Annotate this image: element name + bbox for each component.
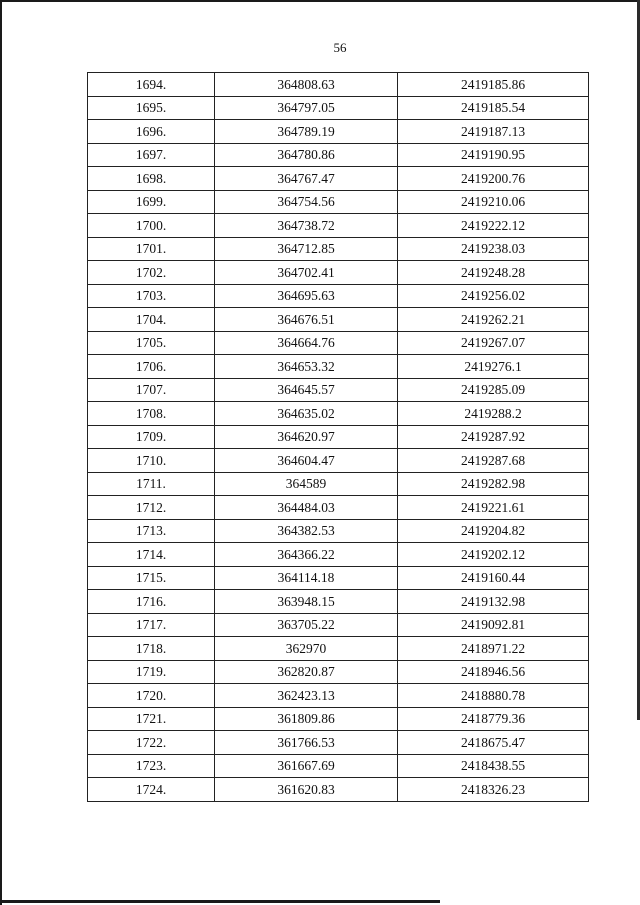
table-row xyxy=(88,496,589,520)
x-coordinate-cell: 364797.05 xyxy=(215,96,398,120)
x-coordinate-cell: 364484.03 xyxy=(215,496,398,520)
table-row xyxy=(88,590,589,614)
table-row xyxy=(88,308,589,332)
point-index-cell: 1695. xyxy=(88,96,215,120)
y-coordinate-cell: 2418946.56 xyxy=(398,660,589,684)
y-coordinate-cell: 2419282.98 xyxy=(398,472,589,496)
table-row xyxy=(88,96,589,120)
table-row xyxy=(88,331,589,355)
point-index-cell: 1700. xyxy=(88,214,215,238)
y-coordinate-cell: 2419221.61 xyxy=(398,496,589,520)
table-row xyxy=(88,566,589,590)
point-index-cell: 1698. xyxy=(88,167,215,191)
point-index-cell: 1722. xyxy=(88,731,215,755)
y-coordinate-cell: 2419238.03 xyxy=(398,237,589,261)
table-row xyxy=(88,402,589,426)
y-coordinate-cell: 2419160.44 xyxy=(398,566,589,590)
point-index-cell: 1696. xyxy=(88,120,215,144)
x-coordinate-cell: 364366.22 xyxy=(215,543,398,567)
point-index-cell: 1710. xyxy=(88,449,215,473)
coordinates-table xyxy=(87,72,589,802)
point-index-cell: 1714. xyxy=(88,543,215,567)
table-row xyxy=(88,425,589,449)
y-coordinate-cell: 2419287.92 xyxy=(398,425,589,449)
x-coordinate-cell: 363705.22 xyxy=(215,613,398,637)
table-row xyxy=(88,754,589,778)
table-row xyxy=(88,237,589,261)
point-index-cell: 1697. xyxy=(88,143,215,167)
y-coordinate-cell: 2419132.98 xyxy=(398,590,589,614)
table-row xyxy=(88,519,589,543)
table-row xyxy=(88,449,589,473)
point-index-cell: 1720. xyxy=(88,684,215,708)
x-coordinate-cell: 364589 xyxy=(215,472,398,496)
x-coordinate-cell: 361667.69 xyxy=(215,754,398,778)
y-coordinate-cell: 2419210.06 xyxy=(398,190,589,214)
point-index-cell: 1724. xyxy=(88,778,215,802)
y-coordinate-cell: 2419288.2 xyxy=(398,402,589,426)
point-index-cell: 1704. xyxy=(88,308,215,332)
x-coordinate-cell: 364754.56 xyxy=(215,190,398,214)
y-coordinate-cell: 2419256.02 xyxy=(398,284,589,308)
y-coordinate-cell: 2418880.78 xyxy=(398,684,589,708)
table-row xyxy=(88,261,589,285)
x-coordinate-cell: 362423.13 xyxy=(215,684,398,708)
point-index-cell: 1702. xyxy=(88,261,215,285)
point-index-cell: 1719. xyxy=(88,660,215,684)
y-coordinate-cell: 2419267.07 xyxy=(398,331,589,355)
y-coordinate-cell: 2419262.21 xyxy=(398,308,589,332)
x-coordinate-cell: 364789.19 xyxy=(215,120,398,144)
y-coordinate-cell: 2419190.95 xyxy=(398,143,589,167)
x-coordinate-cell: 363948.15 xyxy=(215,590,398,614)
y-coordinate-cell: 2419202.12 xyxy=(398,543,589,567)
table-row xyxy=(88,707,589,731)
x-coordinate-cell: 364664.76 xyxy=(215,331,398,355)
y-coordinate-cell: 2419185.86 xyxy=(398,73,589,97)
x-coordinate-cell: 361766.53 xyxy=(215,731,398,755)
x-coordinate-cell: 361809.86 xyxy=(215,707,398,731)
point-index-cell: 1713. xyxy=(88,519,215,543)
point-index-cell: 1701. xyxy=(88,237,215,261)
y-coordinate-cell: 2419222.12 xyxy=(398,214,589,238)
point-index-cell: 1709. xyxy=(88,425,215,449)
table-row xyxy=(88,613,589,637)
x-coordinate-cell: 364645.57 xyxy=(215,378,398,402)
page-number: 56 xyxy=(333,40,347,55)
x-coordinate-cell: 364620.97 xyxy=(215,425,398,449)
x-coordinate-cell: 364712.85 xyxy=(215,237,398,261)
x-coordinate-cell: 361620.83 xyxy=(215,778,398,802)
y-coordinate-cell: 2418326.23 xyxy=(398,778,589,802)
table-row xyxy=(88,120,589,144)
point-index-cell: 1705. xyxy=(88,331,215,355)
table-row xyxy=(88,214,589,238)
table-row xyxy=(88,778,589,802)
y-coordinate-cell: 2419187.13 xyxy=(398,120,589,144)
x-coordinate-cell: 362970 xyxy=(215,637,398,661)
table-row xyxy=(88,284,589,308)
point-index-cell: 1721. xyxy=(88,707,215,731)
table-row xyxy=(88,472,589,496)
x-coordinate-cell: 364808.63 xyxy=(215,73,398,97)
table-row xyxy=(88,190,589,214)
y-coordinate-cell: 2419276.1 xyxy=(398,355,589,379)
table-row xyxy=(88,378,589,402)
y-coordinate-cell: 2419092.81 xyxy=(398,613,589,637)
x-coordinate-cell: 364635.02 xyxy=(215,402,398,426)
x-coordinate-cell: 364114.18 xyxy=(215,566,398,590)
scan-border-top xyxy=(0,0,640,2)
point-index-cell: 1703. xyxy=(88,284,215,308)
y-coordinate-cell: 2419248.28 xyxy=(398,261,589,285)
y-coordinate-cell: 2419204.82 xyxy=(398,519,589,543)
table-row xyxy=(88,355,589,379)
point-index-cell: 1717. xyxy=(88,613,215,637)
point-index-cell: 1715. xyxy=(88,566,215,590)
x-coordinate-cell: 364738.72 xyxy=(215,214,398,238)
x-coordinate-cell: 362820.87 xyxy=(215,660,398,684)
scan-border-left xyxy=(0,0,2,905)
y-coordinate-cell: 2418971.22 xyxy=(398,637,589,661)
scan-border-bottom xyxy=(0,900,440,903)
point-index-cell: 1718. xyxy=(88,637,215,661)
point-index-cell: 1711. xyxy=(88,472,215,496)
table-row xyxy=(88,73,589,97)
point-index-cell: 1694. xyxy=(88,73,215,97)
x-coordinate-cell: 364780.86 xyxy=(215,143,398,167)
table-row xyxy=(88,684,589,708)
x-coordinate-cell: 364676.51 xyxy=(215,308,398,332)
point-index-cell: 1706. xyxy=(88,355,215,379)
x-coordinate-cell: 364767.47 xyxy=(215,167,398,191)
x-coordinate-cell: 364702.41 xyxy=(215,261,398,285)
point-index-cell: 1708. xyxy=(88,402,215,426)
point-index-cell: 1699. xyxy=(88,190,215,214)
point-index-cell: 1716. xyxy=(88,590,215,614)
table-row xyxy=(88,660,589,684)
x-coordinate-cell: 364382.53 xyxy=(215,519,398,543)
table-row xyxy=(88,143,589,167)
x-coordinate-cell: 364604.47 xyxy=(215,449,398,473)
y-coordinate-cell: 2418438.55 xyxy=(398,754,589,778)
x-coordinate-cell: 364695.63 xyxy=(215,284,398,308)
point-index-cell: 1723. xyxy=(88,754,215,778)
table-row xyxy=(88,731,589,755)
coordinates-table-body xyxy=(88,73,589,802)
point-index-cell: 1712. xyxy=(88,496,215,520)
y-coordinate-cell: 2419287.68 xyxy=(398,449,589,473)
point-index-cell: 1707. xyxy=(88,378,215,402)
table-row xyxy=(88,167,589,191)
table-row xyxy=(88,543,589,567)
y-coordinate-cell: 2419185.54 xyxy=(398,96,589,120)
x-coordinate-cell: 364653.32 xyxy=(215,355,398,379)
table-row xyxy=(88,637,589,661)
y-coordinate-cell: 2419285.09 xyxy=(398,378,589,402)
y-coordinate-cell: 2419200.76 xyxy=(398,167,589,191)
y-coordinate-cell: 2418779.36 xyxy=(398,707,589,731)
y-coordinate-cell: 2418675.47 xyxy=(398,731,589,755)
